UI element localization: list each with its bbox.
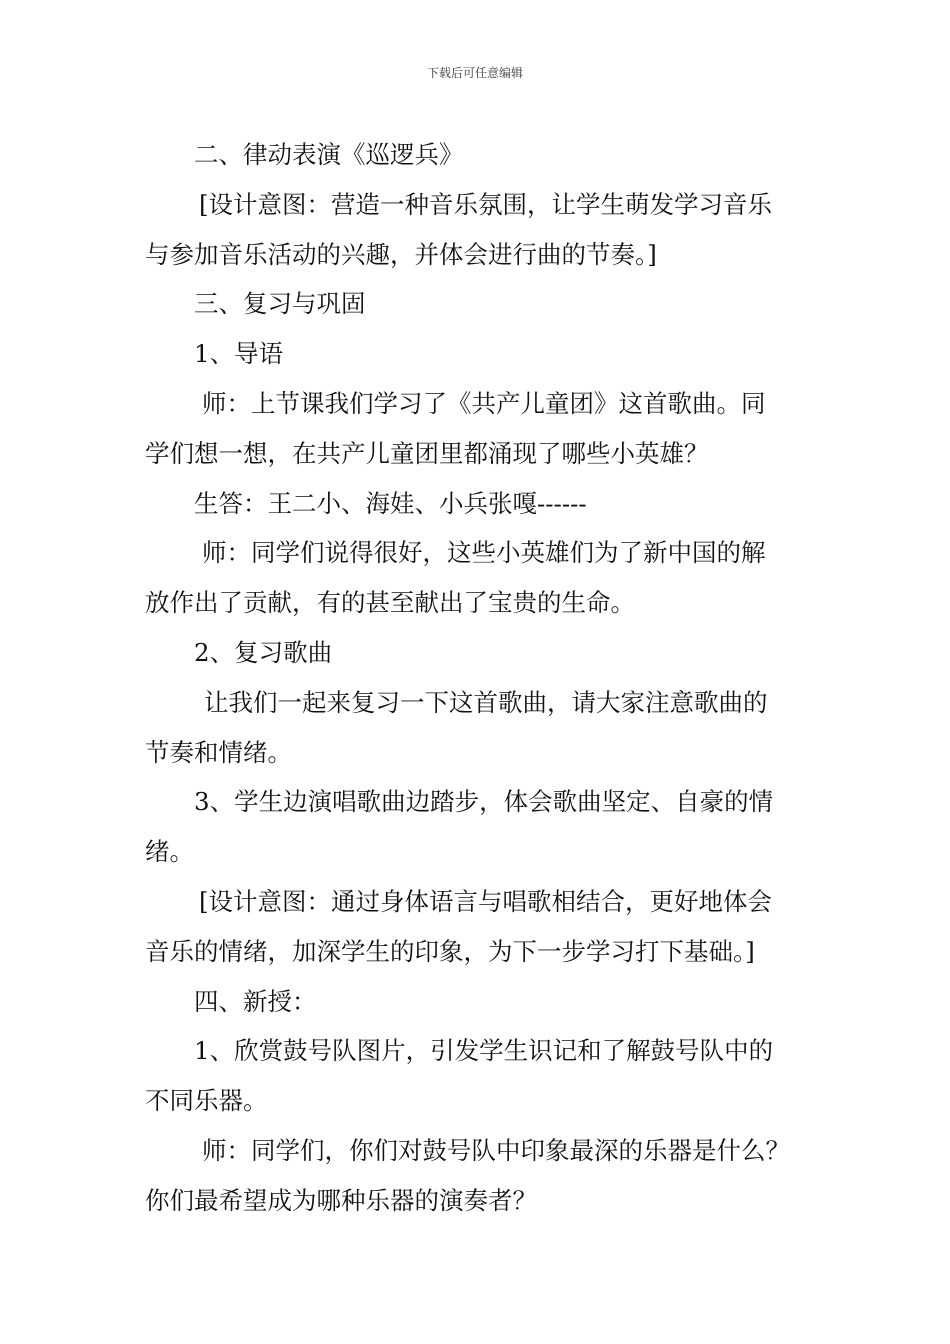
text-line: 师：同学们，你们对鼓号队中印象最深的乐器是什么？ (202, 1135, 790, 1165)
text-line: 节奏和情绪。 (145, 737, 292, 767)
paragraph (145, 977, 813, 1027)
text-line: 1、欣赏鼓号队图片，引发学生识记和了解鼓号队中的 (194, 1036, 774, 1066)
text-line: 2、复习歌曲 (194, 637, 333, 667)
paragraph (145, 130, 813, 180)
paragraph (145, 329, 813, 379)
text-line: 绪。 (145, 837, 194, 867)
text-line: 你们最希望成为哪种乐器的演奏者？ (145, 1185, 537, 1215)
text-line: 3、学生边演唱歌曲边踏步，体会歌曲坚定、自豪的情 (194, 787, 774, 817)
paragraph (145, 479, 813, 529)
text-line: 1、导语 (194, 339, 284, 369)
paragraph (145, 678, 813, 778)
page-header: 下载后可任意编辑 (426, 66, 523, 80)
text-line: 三、复习与巩固 (194, 289, 366, 319)
paragraph (145, 528, 813, 628)
text-line: 学们想一想，在共产儿童团里都涌现了哪些小英雄？ (145, 438, 709, 468)
paragraph (145, 279, 813, 329)
text-line: 音乐的情绪，加深学生的印象，为下一步学习打下基础。] (145, 936, 755, 966)
text-line: 师：同学们说得很好，这些小英雄们为了新中国的解 (202, 538, 766, 568)
paragraph (145, 1126, 813, 1226)
text-line: 师：上节课我们学习了《共产儿童团》这首歌曲。同 (202, 388, 766, 418)
paragraph (145, 379, 813, 479)
text-line: 与参加音乐活动的兴趣，并体会进行曲的节奏。] (145, 239, 657, 269)
text-line: 不同乐器。 (145, 1086, 268, 1116)
paragraph (145, 628, 813, 678)
paragraph (145, 777, 813, 877)
text-line: 二、律动表演《巡逻兵》 (194, 140, 464, 169)
paragraph (145, 1026, 813, 1126)
text-line: [设计意图：通过身体语言与唱歌相结合，更好地体会 (199, 886, 773, 916)
paragraph (145, 877, 813, 977)
text-line: 生答：王二小、海娃、小兵张嘎------ (194, 488, 587, 518)
document-body (145, 130, 813, 1226)
text-line: 四、新授： (194, 986, 317, 1016)
text-line: [设计意图：营造一种音乐氛围，让学生萌发学习音乐 (199, 189, 773, 219)
paragraph (145, 180, 813, 280)
text-line: 放作出了贡献，有的甚至献出了宝贵的生命。 (145, 588, 635, 618)
text-line: 让我们一起来复习一下这首歌曲，请大家注意歌曲的 (204, 687, 768, 717)
